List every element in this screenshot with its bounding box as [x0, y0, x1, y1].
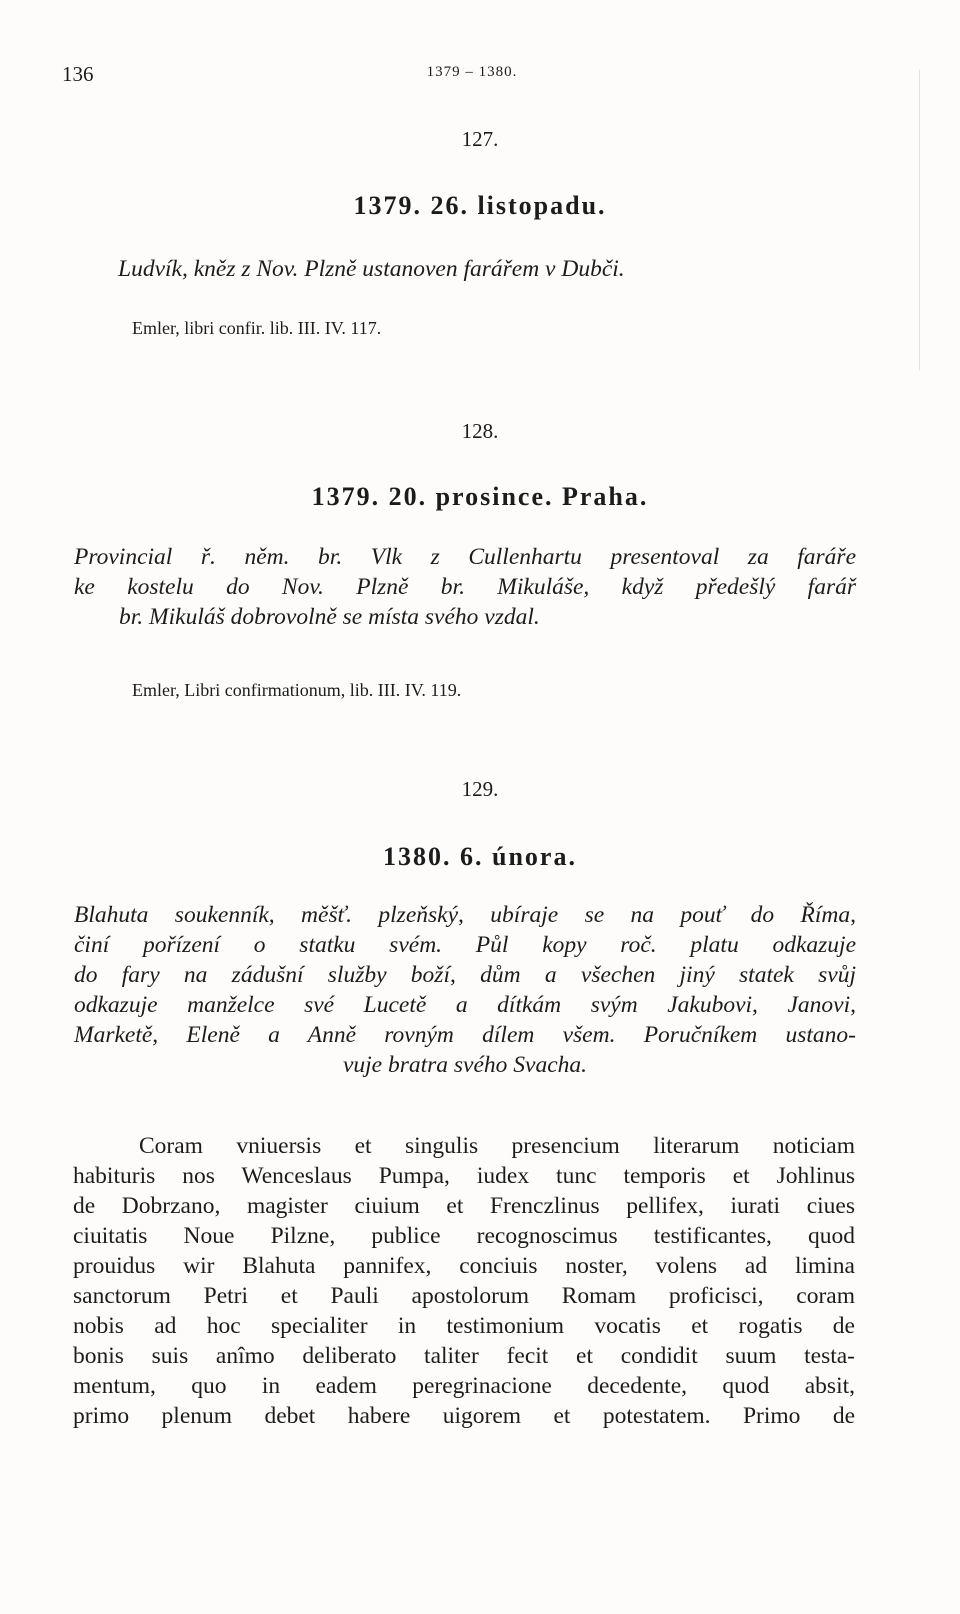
- entry-source: Emler, libri confir. lib. III. IV. 117.: [132, 318, 382, 338]
- page-edge-line: [919, 70, 920, 370]
- entry-number: 128.: [461, 419, 499, 443]
- text-line: prouidus wir Blahuta pannifex, conciuis noster, volens ad limina: [73, 1253, 855, 1279]
- running-title: 1379 – 1380.: [426, 64, 518, 80]
- summary-line: do fary na zádušní služby boží, dům a všechen jiný statek svůj: [74, 962, 856, 988]
- entry-number: 127.: [461, 127, 499, 151]
- text-line: Coram vniuersis et singulis presencium literarum noticiam: [139, 1133, 855, 1159]
- entry-source: Emler, Libri confirmationum, lib. III. IV. 119.: [132, 680, 462, 700]
- summary-line: Provincial ř. něm. br. Vlk z Cullenhartu presentoval za faráře: [74, 544, 856, 570]
- entry-number: 129.: [461, 777, 499, 801]
- text-line: nobis ad hoc specialiter in testimonium vocatis et rogatis de: [73, 1313, 855, 1339]
- page-number: 136: [62, 62, 94, 86]
- text-line: ciuitatis Noue Pilzne, publice recognoscimus testificantes, quod: [73, 1223, 855, 1249]
- text-line: de Dobrzano, magister ciuium et Frenczlinus pellifex, iurati ciues: [73, 1193, 855, 1219]
- entry-date: 1379. 26. listopadu.: [353, 191, 607, 220]
- summary-line: odkazuje manželce své Lucetě a dítkám svým Jakubovi, Janovi,: [74, 992, 856, 1018]
- entry-summary: [74, 542, 856, 632]
- text-line: mentum, quo in eadem peregrinacione decedente, quod absit,: [73, 1373, 855, 1399]
- summary-line: Ludvík, kněz z Nov. Plzně ustanoven farářem v Dubči.: [118, 256, 625, 282]
- text-line: habituris nos Wenceslaus Pumpa, iudex tunc temporis et Johlinus: [73, 1163, 855, 1189]
- running-header: [62, 62, 898, 92]
- entry-summary: [118, 254, 625, 284]
- summary-line: br. Mikuláš dobrovolně se místa svého vzdal.: [119, 604, 540, 630]
- latin-text: [73, 1131, 855, 1431]
- summary-line: činí pořízení o statku svém. Půl kopy roč. platu odkazuje: [74, 932, 856, 958]
- entry-date: 1379. 20. prosince. Praha.: [311, 482, 649, 511]
- text-line: bonis suis anîmo deliberato taliter fecit et condidit suum testa-: [73, 1343, 855, 1369]
- text-line: primo plenum debet habere uigorem et potestatem. Primo de: [73, 1403, 855, 1429]
- summary-line: vuje bratra svého Svacha.: [342, 1052, 588, 1078]
- entry-date: 1380. 6. února.: [383, 842, 577, 871]
- text-line: sanctorum Petri et Pauli apostolorum Romam proficisci, coram: [73, 1283, 855, 1309]
- summary-line: Blahuta soukenník, měšť. plzeňský, ubíraje se na pouť do Říma,: [74, 902, 856, 928]
- summary-line: Marketě, Eleně a Anně rovným dílem všem. Poručníkem ustano-: [74, 1022, 856, 1048]
- entry-summary: [74, 900, 856, 1080]
- summary-line: ke kostelu do Nov. Plzně br. Mikuláše, když předešlý farář: [74, 574, 856, 600]
